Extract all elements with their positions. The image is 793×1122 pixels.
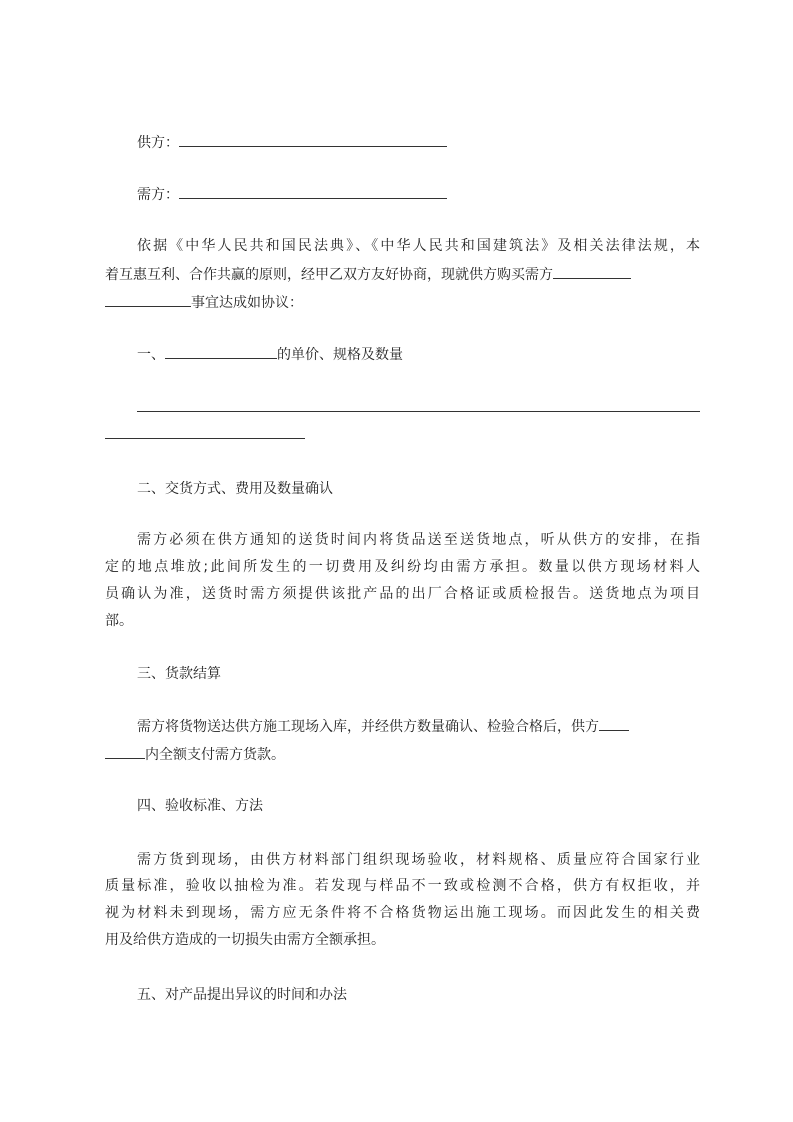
section-2-line-1: 需方必须在供方通知的送货时间内将货品送至送货地点，听从供方的安排，在指 bbox=[137, 532, 700, 548]
product-blank-a[interactable] bbox=[553, 264, 631, 279]
payment-term-blank-a[interactable] bbox=[599, 716, 629, 731]
section-2-line-2: 定的地点堆放;此间所发生的一切费用及纠纷均由需方承担。数量以供方现场材料人 bbox=[105, 559, 700, 575]
payment-term-blank-b[interactable] bbox=[105, 744, 145, 759]
intro-line-3-text: 事宜达成如协议： bbox=[191, 295, 303, 311]
product-blank-b[interactable] bbox=[105, 292, 191, 307]
section-4-line-2: 质量标准，验收以抽检为准。若发现与样品不一致或检测不合格，供方有权拒收，并 bbox=[105, 878, 700, 894]
section-3-heading: 三、货款结算 bbox=[137, 666, 221, 682]
section-4-line-4: 用及给供方造成的一切损失由需方全额承担。 bbox=[105, 932, 385, 948]
section-1-prefix: 一、 bbox=[137, 347, 165, 363]
section-1-suffix: 的单价、规格及数量 bbox=[277, 347, 403, 363]
section-4-heading: 四、验收标准、方法 bbox=[137, 798, 263, 814]
section-2-line-4: 部。 bbox=[105, 613, 133, 629]
section-2-line-3: 员确认为准，送货时需方须提供该批产品的出厂合格证或质检报告。送货地点为项目 bbox=[105, 586, 700, 602]
section-4-line-1: 需方货到现场，由供方材料部门组织现场验收，材料规格、质量应符合国家行业 bbox=[137, 852, 700, 868]
section-1-fill-line-2[interactable] bbox=[105, 438, 305, 439]
buyer-blank[interactable] bbox=[179, 184, 447, 199]
supplier-line bbox=[137, 132, 732, 153]
section-1-fill-line-1[interactable] bbox=[137, 411, 700, 412]
intro-line-3 bbox=[105, 292, 700, 313]
intro-line-2 bbox=[105, 264, 700, 285]
section-3-line-1-text: 需方将货物送达供方施工现场入库，并经供方数量确认、检验合格后，供方 bbox=[137, 719, 599, 735]
section-5-heading: 五、对产品提出异议的时间和办法 bbox=[137, 987, 347, 1003]
intro-line-2-text: 着互惠互利、合作共赢的原则，经甲乙双方友好协商，现就供方购买需方 bbox=[105, 267, 553, 283]
supplier-blank[interactable] bbox=[179, 132, 447, 147]
section-3-line-2-text: 内全额支付需方货款。 bbox=[145, 747, 285, 763]
supplier-label: 供方： bbox=[137, 135, 179, 151]
section-2-heading: 二、交货方式、费用及数量确认 bbox=[137, 481, 333, 497]
intro-line-1: 依据《中华人民共和国民法典》、《中华人民共和国建筑法》及相关法律法规，本 bbox=[137, 238, 700, 254]
buyer-label: 需方： bbox=[137, 187, 179, 203]
section-1-heading bbox=[137, 344, 732, 365]
section-3-line-2 bbox=[105, 744, 700, 765]
section-3-line-1 bbox=[137, 716, 732, 737]
buyer-line bbox=[137, 184, 732, 205]
section-4-line-3: 视为材料未到现场，需方应无条件将不合格货物运出施工现场。而因此发生的相关费 bbox=[105, 905, 700, 921]
section-1-product-blank[interactable] bbox=[165, 344, 277, 359]
